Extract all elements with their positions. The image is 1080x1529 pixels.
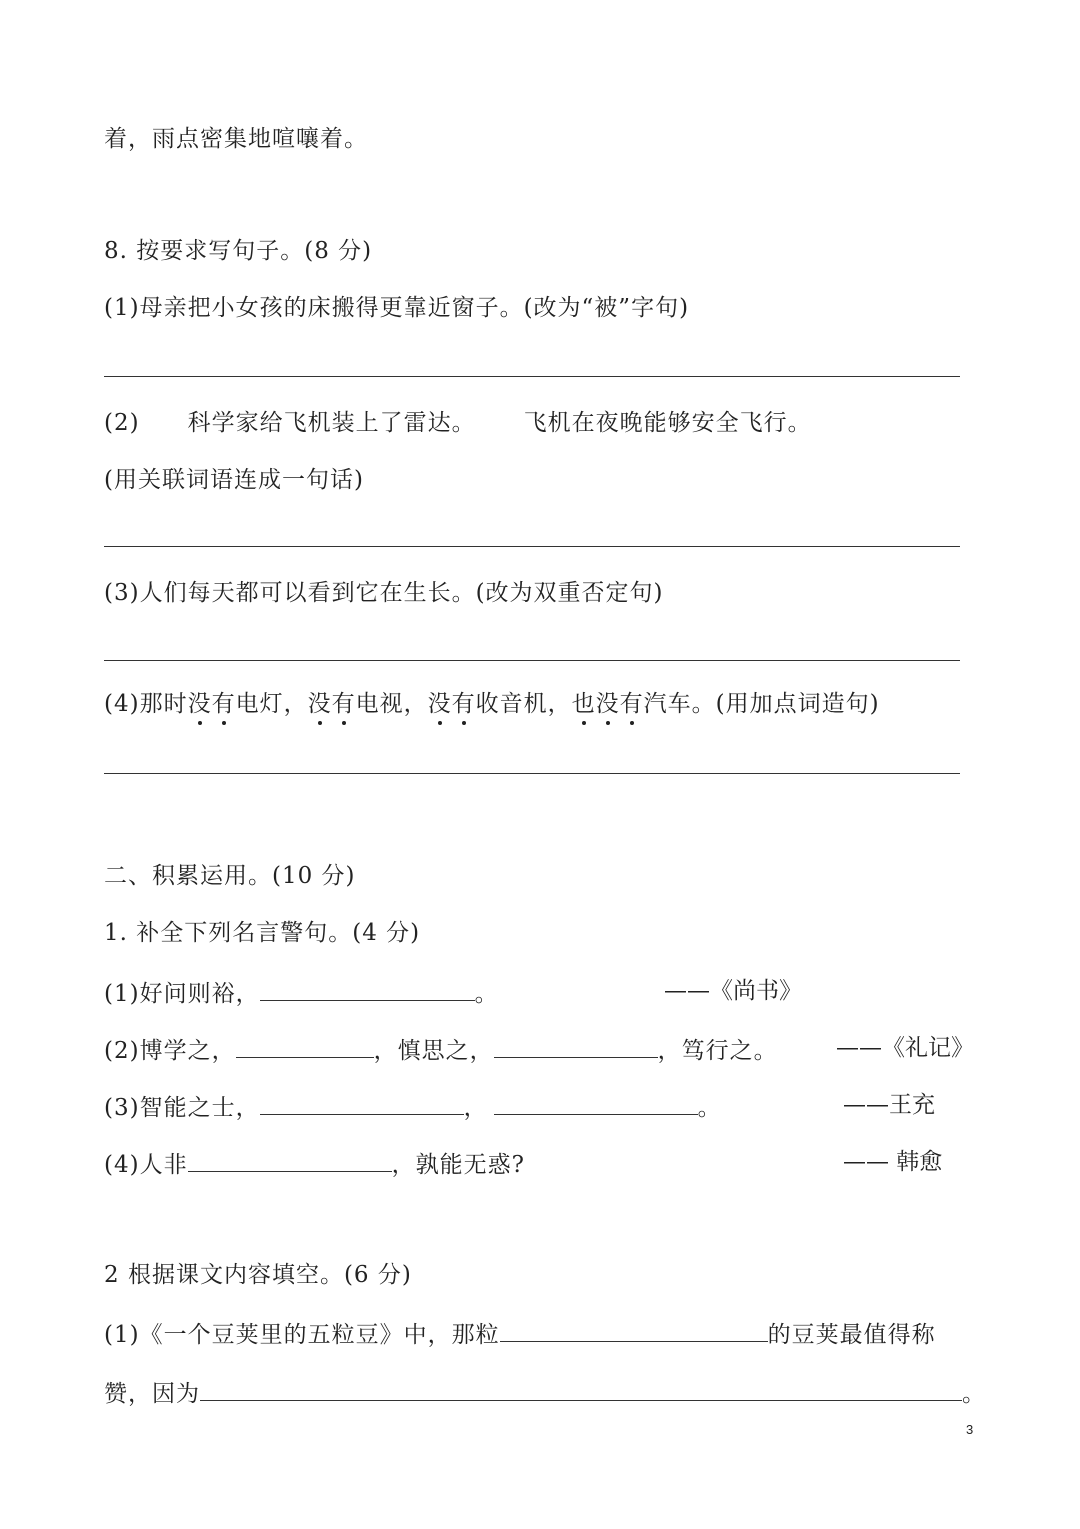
q8-item-4-text-2: 电灯， <box>235 691 308 717</box>
quote-1-attribution: ——《尚书》 <box>664 978 802 1004</box>
fill-1-prefix: (1)《一个豆荚里的五粒豆》中，那粒 <box>104 1322 500 1348</box>
quote-2-suffix: ，笃行之。 <box>657 1038 778 1064</box>
q8-item-2-hint: (用关联词语连成一句话) <box>104 467 364 493</box>
fill-1-blank-2[interactable] <box>200 1376 962 1401</box>
fill-item-1-line-2 <box>104 1376 986 1409</box>
question-8-title: 8. 按要求写句子。(8 分) <box>104 238 373 264</box>
quote-3-attribution: ——王充 <box>843 1092 935 1118</box>
fill-1-blank-1[interactable] <box>500 1317 768 1342</box>
section-2-title: 二、积累运用。(10 分) <box>104 863 356 889</box>
quote-3-suffix: 。 <box>697 1095 722 1121</box>
quote-item-4 <box>104 1147 525 1180</box>
q8-item-4-text-5: 汽车。(用加点词造句) <box>643 691 880 717</box>
q8-item-2 <box>104 408 812 438</box>
quote-1-blank[interactable] <box>260 976 475 1001</box>
answer-line-2[interactable] <box>104 546 960 547</box>
dotted-word-2: 没有 <box>307 691 356 717</box>
quote-3-blank-2[interactable] <box>494 1090 698 1115</box>
quote-4-prefix: (4)人非 <box>104 1152 188 1178</box>
quote-item-3 <box>104 1090 722 1123</box>
fill-1-line-2-prefix: 赞，因为 <box>104 1381 200 1407</box>
quote-item-1 <box>104 976 499 1009</box>
answer-line-4[interactable] <box>104 773 960 774</box>
q8-item-4-text-4: 收音机， <box>475 691 572 717</box>
q8-item-4-text-3: 电视， <box>355 691 428 717</box>
q8-item-3: (3)人们每天都可以看到它在生长。(改为双重否定句) <box>104 580 664 606</box>
quote-4-attribution: —— 韩愈 <box>843 1149 943 1175</box>
quote-3-prefix: (3)智能之士， <box>104 1095 260 1121</box>
quote-2-prefix: (2)博学之， <box>104 1038 236 1064</box>
answer-line-1[interactable] <box>104 376 960 377</box>
page-number: 3 <box>966 1422 974 1437</box>
dotted-word-1: 没有 <box>187 691 236 717</box>
q8-item-4 <box>104 689 880 719</box>
quote-1-prefix: (1)好问则裕， <box>104 981 260 1007</box>
quote-4-blank[interactable] <box>188 1147 392 1172</box>
continued-sentence: 着，雨点密集地喧嚷着。 <box>104 126 368 152</box>
section-2-q1-title: 1. 补全下列名言警句。(4 分) <box>104 920 421 946</box>
quote-2-attribution: ——《礼记》 <box>836 1035 974 1061</box>
quote-2-blank-1[interactable] <box>236 1033 374 1058</box>
dotted-word-3: 没有 <box>427 691 476 717</box>
answer-line-3[interactable] <box>104 660 960 661</box>
quote-item-2 <box>104 1033 778 1066</box>
q8-item-2-sentence-b: 飞机在夜晚能够安全飞行。 <box>523 410 812 436</box>
quote-2-blank-2[interactable] <box>494 1033 658 1058</box>
quote-2-middle: ，慎思之， <box>373 1038 494 1064</box>
quote-4-suffix: ，孰能无惑? <box>391 1152 525 1178</box>
fill-item-1-line-1 <box>104 1317 936 1350</box>
q8-item-2-sentence-a: 科学家给飞机装上了雷达。 <box>187 410 476 436</box>
q8-item-4-text-1: (4)那时 <box>104 691 188 717</box>
section-2-q2-title: 2 根据课文内容填空。(6 分) <box>104 1262 412 1288</box>
quote-3-middle: ， <box>463 1095 488 1121</box>
fill-1-line-2-suffix: 。 <box>962 1381 986 1407</box>
q8-item-1: (1)母亲把小女孩的床搬得更靠近窗子。(改为“被”字句) <box>104 295 690 321</box>
fill-1-middle: 的豆荚最值得称 <box>767 1322 936 1348</box>
quote-3-blank-1[interactable] <box>260 1090 464 1115</box>
dotted-word-4: 也没有 <box>571 691 644 717</box>
quote-1-suffix: 。 <box>474 981 499 1007</box>
q8-item-2-num: (2) <box>104 410 140 436</box>
